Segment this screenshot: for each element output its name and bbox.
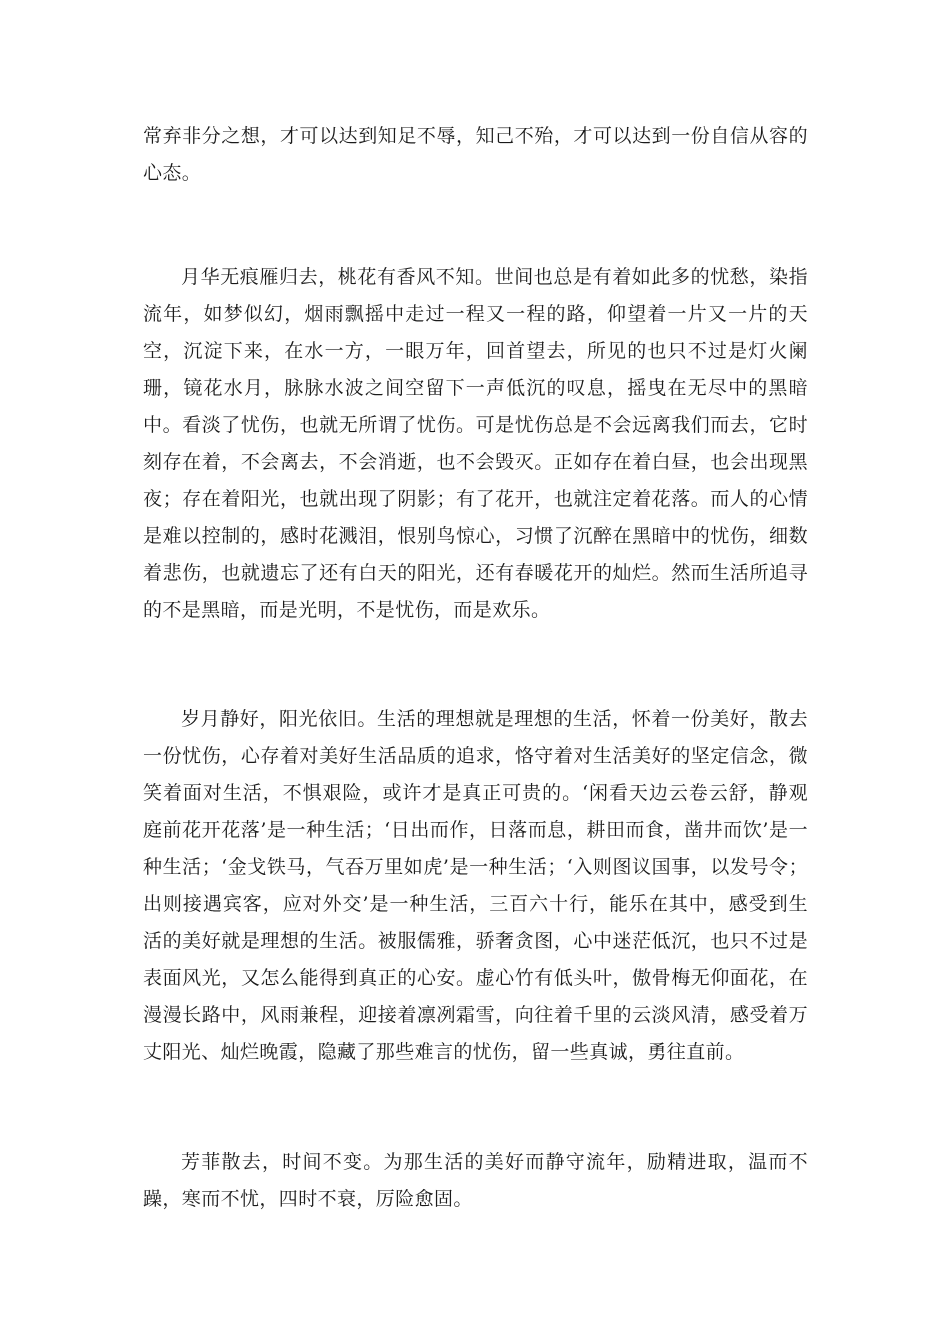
paragraph-1: 常弃非分之想，才可以达到知足不辱，知己不殆，才可以达到一份自信从容的心态。 (143, 125, 808, 184)
paragraph-3: 岁月静好，阳光依旧。生活的理想就是理想的生活，怀着一份美好，散去一份忧伤，心存着对美好生活品质的追求，恪守着对生活美好的坚定信念，微笑着面对生活，不惧艰险，或许才是真正可贵的。‘闲看天边云卷云舒，静观庭前花开花落’是一种生活；‘日出而作，日落而息，耕田而食，凿井而饮’是一种生活；‘金戈铁马，气吞万里如虎’是一种生活；‘入则图议国事，以发号令；出则接遇宾客，应对外交’是一种生活，三百六十行，能乐在其中，感受到生活的美好就是理想的生活。被服儒雅，骄奢贪图，心中迷茫低沉，也只不过是表面风光，又怎么能得到真正的心安。虚心竹有低头叶，傲骨梅无仰面花，在漫漫长路中，风雨兼程，迎接着凛冽霜雪，向往着千里的云淡风清，感受着万丈阳光、灿烂晚霞，隐藏了那些难言的忧伤，留一些真诚，勇往直前。 (143, 708, 808, 1063)
paragraph-2: 月华无痕雁归去，桃花有香风不知。世间也总是有着如此多的忧愁，染指流年，如梦似幻，烟雨飘摇中走过一程又一程的路，仰望着一片又一片的天空，沉淀下来，在水一方，一眼万年，回首望去，所见的也只不过是灯火阑珊，镜花水月，脉脉水波之间空留下一声低沉的叹息，摇曳在无尽中的黑暗中。看淡了忧伤，也就无所谓了忧伤。可是忧伤总是不会远离我们而去，它时刻存在着，不会离去，不会消逝，也不会毁灭。正如存在着白昼，也会出现黑夜；存在着阳光，也就出现了阴影；有了花开，也就注定着花落。而人的心情是难以控制的，感时花溅泪，恨别鸟惊心，习惯了沉醉在黑暗中的忧伤，细数着悲伤，也就遗忘了还有白天的阳光，还有春暖花开的灿烂。然而生活所追寻的不是黑暗，而是光明，不是忧伤，而是欢乐。 (143, 266, 808, 621)
paragraph-4: 芳菲散去，时间不变。为那生活的美好而静守流年，励精进取，温而不躁，寒而不忧，四时不衰，厉险愈固。 (143, 1151, 808, 1210)
